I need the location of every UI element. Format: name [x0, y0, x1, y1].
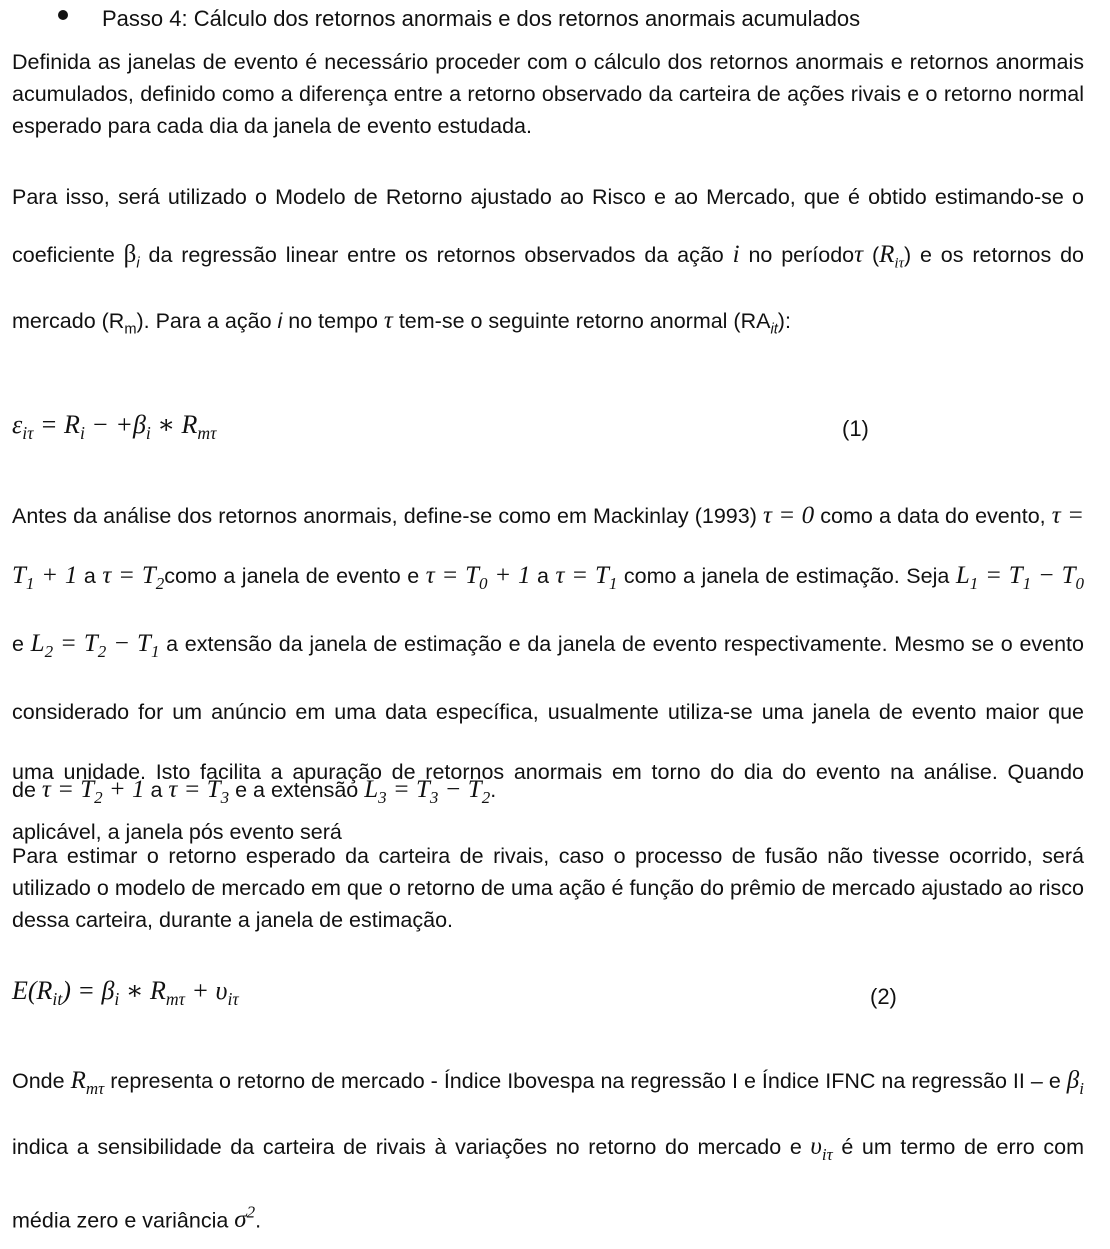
equation-2-number: (2) [870, 984, 897, 1009]
equation-1-number: (1) [842, 416, 869, 441]
paragraph-3: Antes da análise dos retornos anormais, define-se como em Mackinlay (1993) τ = 0 como a data do evento, $\tau = T_1 + 1$ a $\tau = T_2como$ a janela de evento e $\tau = T_0 + 1$ a $\tau = T_1$ como a janela de estimação. Seja $L_1 = T_1 - T_0$ e $L_2 = T_2 - T_1$ a extensão da janela de estimação e da janela de evento respectivamente. Mesmo se o evento considerado for um anúncio em uma data específica, usualmente utiliza-se uma janela de evento maior que uma unidade. Isto facilita a apuração de retornos anormais em torno do dia do evento na análise. Quando aplicável, a janela pós evento será [12, 502, 1085, 844]
bullet-dot-icon [58, 10, 68, 20]
paragraph-2: Para isso, será utilizado o Modelo de Retorno ajustado ao Risco e ao Mercado, que é obtido estimando-se o coeficiente $\beta_i$ da regressão linear entre os retornos observados da ação i no períodoτ $(R_{i\tau})$ e os retornos do mercado $(R_m)$. Para a ação i no tempo τ tem-se o seguinte retorno anormal $(RA_{it})$: [12, 185, 1085, 338]
paragraph-5: Onde $R_{m\tau}$ representa o retorno de mercado - Índice Ibovespa na regressão I e Índice IFNC na regressão II – e $\beta_i$ indica a sensibilidade da carteira de rivais à variações no retorno do mercado e $\upsilon_{i\tau}$ é um termo de erro com média zero e variância $\sigma^2$. [12, 1067, 1084, 1234]
paragraph-4: Para estimar o retorno esperado da carteira de rivais, caso o processo de fusão não tivesse ocorrido, será utilizado o modelo de mercado em que o retorno de uma ação é função do prêmio de mercado ajustado ao risco dessa carteira, durante a janela de estimação. [12, 844, 1084, 932]
paragraph-3-continued: de $\tau = T_2 + 1$ a $\tau = T_3$ e a extensão $L_3 = T_3 - T_2$. [12, 776, 497, 807]
bullet-heading: Passo 4: Cálculo dos retornos anormais e dos retornos anormais acumulados [102, 6, 861, 31]
equation-1: $\varepsilon_{i\tau} = R_i - +\beta_i$ ∗ $R_{m\tau}$ [12, 410, 217, 444]
equation-2: $E(R_{it}) = \beta_i$ ∗ $R_{m\tau} + \upsilon_{i\tau}$ [12, 976, 239, 1010]
paragraph-1: Definida as janelas de evento é necessário proceder com o cálculo dos retornos anormais e retornos anormais acumulados, definido como a diferença entre a retorno observado da carteira de ações rivais e o retorno normal esperado para cada dia da janela de evento estudada. [12, 50, 1084, 138]
